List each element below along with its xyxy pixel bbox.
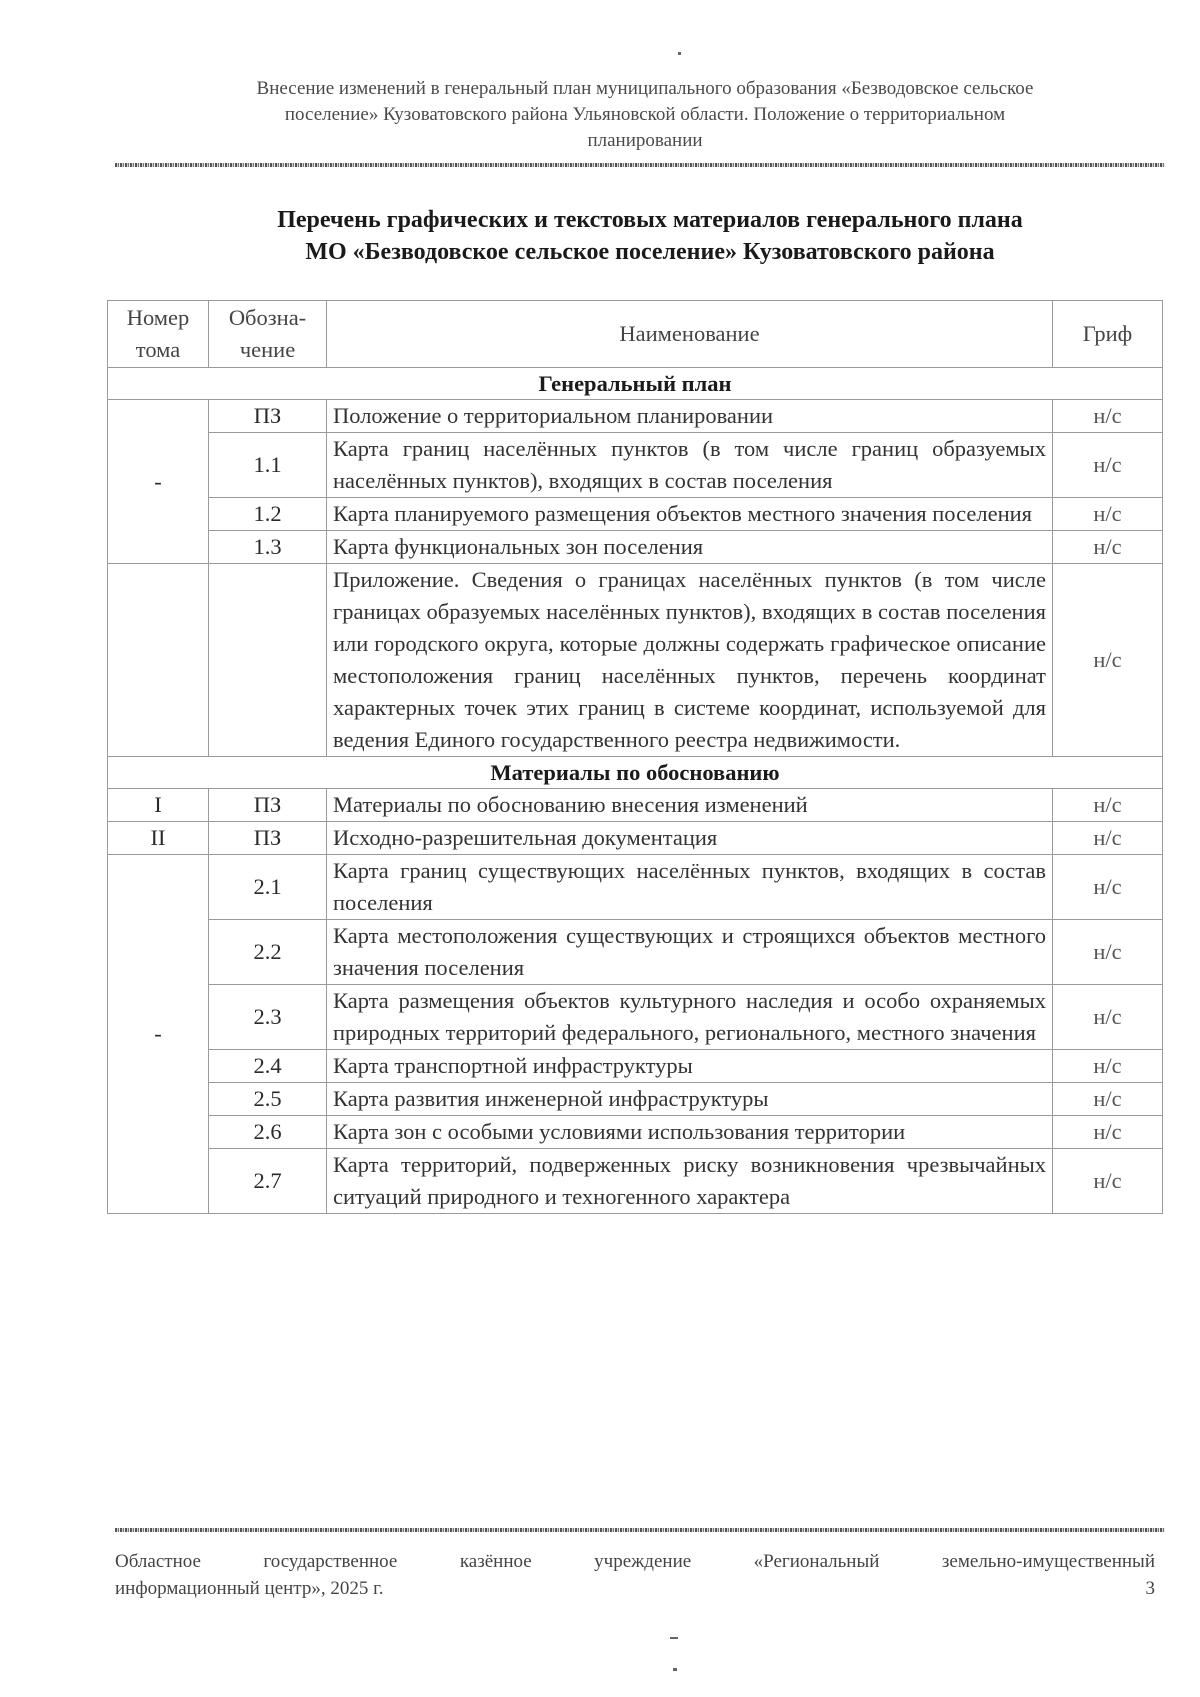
materials-table bbox=[107, 300, 1163, 1214]
code-cell: 1.1 bbox=[209, 433, 327, 498]
table-row bbox=[108, 855, 1163, 920]
table-header-row bbox=[108, 301, 1163, 368]
table-row bbox=[108, 1050, 1163, 1083]
header-line: Внесение изменений в генеральный план муниципального образования «Безводовское сельское bbox=[256, 78, 1034, 99]
column-header-text: чение bbox=[239, 337, 296, 362]
footer-line: Областное государственное казённое учреждение «Региональный земельно-имущественный bbox=[115, 1551, 1155, 1572]
column-header-volume bbox=[108, 301, 209, 368]
grif-cell: н/с bbox=[1053, 920, 1163, 985]
code-cell: 1.2 bbox=[209, 498, 327, 531]
grif-cell: н/с bbox=[1053, 400, 1163, 433]
document-header bbox=[130, 76, 1160, 154]
name-cell: Карта размещения объектов культурного наследия и особо охраняемых природных территорий федерального, регионального, местного значения bbox=[327, 985, 1053, 1050]
title-line: МО «Безводовское сельское поселение» Кузоватовского района bbox=[305, 239, 995, 265]
header-line: поселение» Кузоватовского района Ульяновской области. Положение о территориальном bbox=[284, 104, 1006, 125]
footer-divider bbox=[115, 1528, 1165, 1532]
column-header-grif: Гриф bbox=[1053, 301, 1163, 368]
grif-cell: н/с bbox=[1053, 789, 1163, 822]
footer-line: информационный центр», 2025 г. bbox=[115, 1578, 384, 1599]
code-cell bbox=[209, 564, 327, 757]
name-cell: Карта территорий, подверженных риску возникновения чрезвычайных ситуаций природного и техногенного характера bbox=[327, 1149, 1053, 1214]
column-header-code bbox=[209, 301, 327, 368]
table-row bbox=[108, 789, 1163, 822]
table-row bbox=[108, 920, 1163, 985]
code-cell: ПЗ bbox=[209, 822, 327, 855]
code-cell: ПЗ bbox=[209, 400, 327, 433]
title-line: Перечень графических и текстовых материалов генерального плана bbox=[277, 207, 1023, 233]
code-cell: 2.6 bbox=[209, 1116, 327, 1149]
grif-cell: н/с bbox=[1053, 855, 1163, 920]
grif-cell: н/с bbox=[1053, 433, 1163, 498]
grif-cell: н/с bbox=[1053, 531, 1163, 564]
code-cell: 2.5 bbox=[209, 1083, 327, 1116]
name-cell: Приложение. Сведения о границах населённых пунктов (в том числе границах образуемых населённых пунктов), входящих в состав поселения или городского округа, которые должны содержать графическое описание местоположения границ населённых пунктов, перечень координат характерных точек этих границ в системе координат, используемой для ведения Единого государственного реестра недвижимости. bbox=[327, 564, 1053, 757]
grif-cell: н/с bbox=[1053, 822, 1163, 855]
page-title bbox=[130, 204, 1170, 268]
name-cell: Карта планируемого размещения объектов местного значения поселения bbox=[327, 498, 1053, 531]
volume-cell: I bbox=[108, 789, 209, 822]
table-row bbox=[108, 1116, 1163, 1149]
name-cell: Карта функциональных зон поселения bbox=[327, 531, 1053, 564]
column-header-name: Наименование bbox=[327, 301, 1053, 368]
footer-line-wrap bbox=[115, 1575, 1155, 1602]
grif-cell: н/с bbox=[1053, 985, 1163, 1050]
section-row bbox=[108, 757, 1163, 789]
name-cell: Материалы по обоснованию внесения изменений bbox=[327, 789, 1053, 822]
table-row bbox=[108, 1083, 1163, 1116]
grif-cell: н/с bbox=[1053, 1116, 1163, 1149]
code-cell: 2.2 bbox=[209, 920, 327, 985]
code-cell: 2.3 bbox=[209, 985, 327, 1050]
table-row bbox=[108, 498, 1163, 531]
section-title: Генеральный план bbox=[108, 368, 1163, 400]
name-cell: Исходно-разрешительная документация bbox=[327, 822, 1053, 855]
scan-speck bbox=[678, 52, 681, 55]
scan-speck bbox=[670, 1637, 678, 1639]
page-number: 3 bbox=[1145, 1578, 1155, 1599]
volume-cell: II bbox=[108, 822, 209, 855]
table-row bbox=[108, 564, 1163, 757]
code-cell: 2.4 bbox=[209, 1050, 327, 1083]
name-cell: Положение о территориальном планировании bbox=[327, 400, 1053, 433]
column-header-text: тома bbox=[135, 337, 181, 362]
section-title: Материалы по обоснованию bbox=[108, 757, 1163, 789]
name-cell: Карта развития инженерной инфраструктуры bbox=[327, 1083, 1053, 1116]
volume-cell bbox=[108, 564, 209, 757]
document-footer bbox=[115, 1548, 1155, 1602]
volume-cell: - bbox=[108, 400, 209, 564]
header-divider bbox=[115, 163, 1165, 167]
volume-cell: - bbox=[108, 855, 209, 1214]
table-row bbox=[108, 433, 1163, 498]
name-cell: Карта зон с особыми условиями использования территории bbox=[327, 1116, 1053, 1149]
column-header-text: Обозна- bbox=[228, 305, 307, 330]
table-row bbox=[108, 822, 1163, 855]
grif-cell: н/с bbox=[1053, 564, 1163, 757]
name-cell: Карта транспортной инфраструктуры bbox=[327, 1050, 1053, 1083]
table-row bbox=[108, 1149, 1163, 1214]
table-row bbox=[108, 531, 1163, 564]
name-cell: Карта границ населённых пунктов (в том числе границ образуемых населённых пунктов), входящих в состав поселения bbox=[327, 433, 1053, 498]
grif-cell: н/с bbox=[1053, 1149, 1163, 1214]
header-line: планировании bbox=[587, 130, 703, 151]
column-header-text: Номер bbox=[126, 305, 190, 330]
code-cell: ПЗ bbox=[209, 789, 327, 822]
grif-cell: н/с bbox=[1053, 498, 1163, 531]
code-cell: 1.3 bbox=[209, 531, 327, 564]
name-cell: Карта местоположения существующих и строящихся объектов местного значения поселения bbox=[327, 920, 1053, 985]
section-row bbox=[108, 368, 1163, 400]
grif-cell: н/с bbox=[1053, 1050, 1163, 1083]
code-cell: 2.7 bbox=[209, 1149, 327, 1214]
table-row bbox=[108, 400, 1163, 433]
code-cell: 2.1 bbox=[209, 855, 327, 920]
scan-speck bbox=[673, 1668, 677, 1671]
grif-cell: н/с bbox=[1053, 1083, 1163, 1116]
name-cell: Карта границ существующих населённых пунктов, входящих в состав поселения bbox=[327, 855, 1053, 920]
table-row bbox=[108, 985, 1163, 1050]
